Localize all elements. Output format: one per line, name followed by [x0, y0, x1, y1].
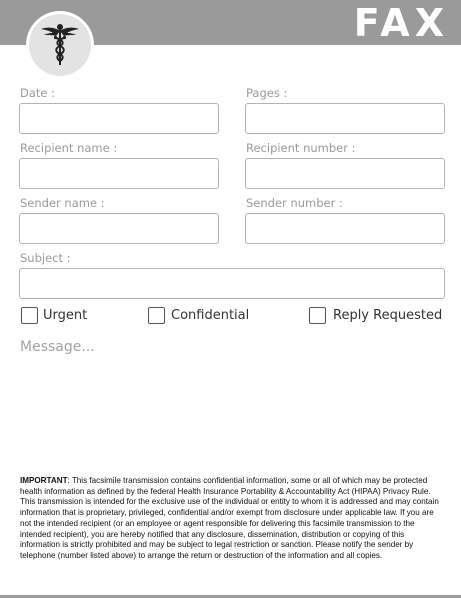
sender-name-label: Sender name :	[20, 196, 105, 210]
sender-number-field[interactable]	[245, 213, 445, 244]
recipient-name-field[interactable]	[19, 158, 219, 189]
pages-label: Pages :	[246, 86, 288, 100]
logo-circle	[29, 14, 91, 76]
recipient-number-field[interactable]	[245, 158, 445, 189]
notice-label: IMPORTANT	[20, 476, 68, 485]
urgent-label: Urgent	[43, 308, 88, 323]
reply-requested-label: Reply Requested	[333, 308, 443, 323]
recipient-number-label: Recipient number :	[246, 141, 356, 155]
sender-name-field[interactable]	[19, 213, 219, 244]
sender-number-label: Sender number :	[246, 196, 343, 210]
subject-field[interactable]	[19, 268, 445, 299]
confidential-label: Confidential	[171, 308, 250, 323]
fax-title: FAX	[353, 1, 449, 45]
reply-requested-checkbox[interactable]	[309, 307, 326, 324]
pages-field[interactable]	[245, 103, 445, 134]
message-area[interactable]: Message...	[20, 339, 95, 355]
confidential-checkbox[interactable]	[148, 307, 165, 324]
date-label: Date :	[20, 86, 56, 100]
subject-label: Subject :	[20, 251, 71, 265]
recipient-name-label: Recipient name :	[20, 141, 118, 155]
notice-text: : This facsimile transmission contains confidential information, some or all of which may be protected health information as defined by the federal Health Insurance Portability & Accountability Act (HIPAA) Privacy Rule. This transmission is intended for the exclusive use of the individual or entity to whom it is addressed and may contain information that is proprietary, privileged, confidential and/or exempt from disclosure under applicable law. If you are not the intended recipient (or an employee or agent responsible for delivering this facsimile transmission to the intended recipient), you are hereby notified that any disclosure, dissemination, distribution or copying of this information is strictly prohibited and may be subject to legal restriction or sanction. Please notify the sender by telephone (number listed above) to arrange the return or destruction of the information and all copies.	[20, 476, 439, 560]
confidentiality-notice	[20, 476, 442, 562]
urgent-checkbox[interactable]	[21, 307, 38, 324]
caduceus-icon	[38, 21, 82, 67]
logo	[26, 11, 94, 79]
date-field[interactable]	[19, 103, 219, 134]
